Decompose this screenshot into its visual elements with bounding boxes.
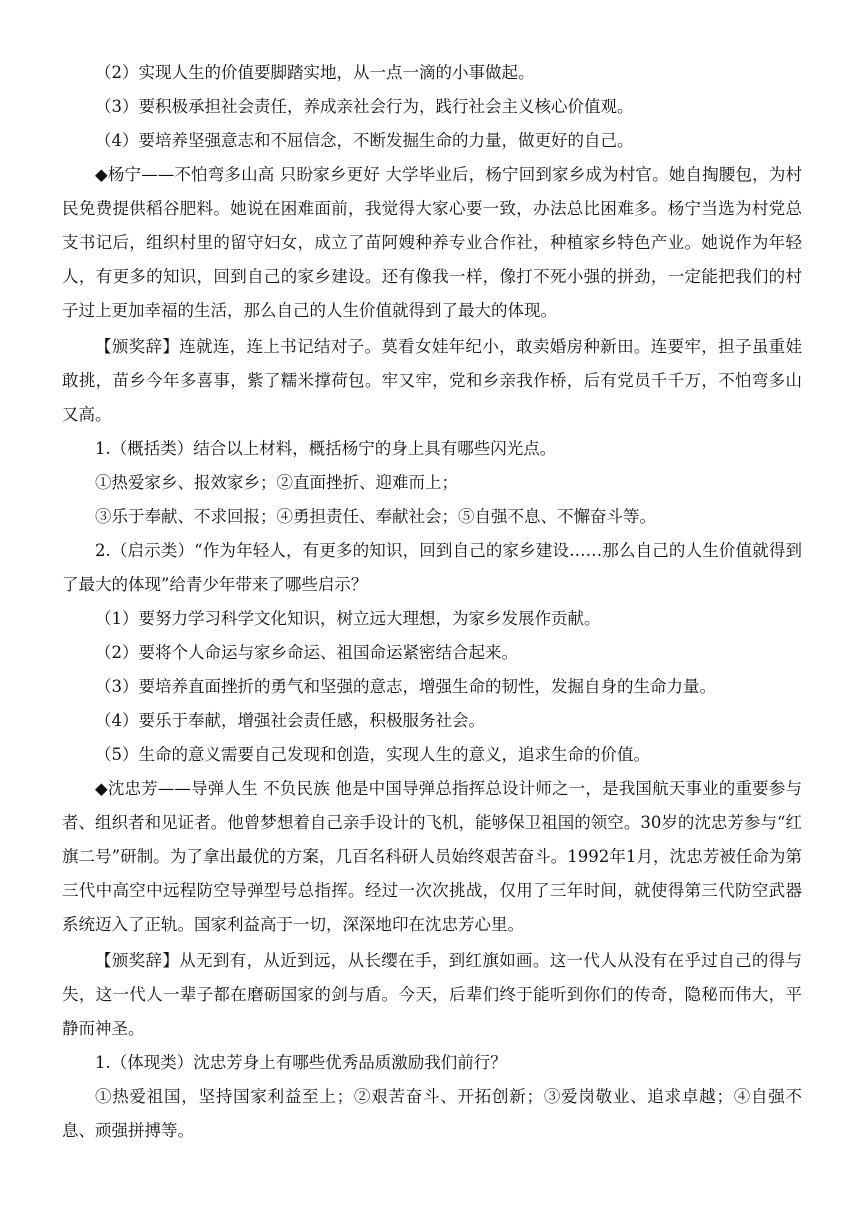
inspiration-point-4: （4）要乐于奉献，增强社会责任感，积极服务社会。 bbox=[95, 711, 485, 730]
answer-line-1: ①热爱家乡、报效家乡；②直面挫折、迎难而上； bbox=[95, 473, 458, 492]
paragraph-shenzhongfang-award: 【颁奖辞】从无到有，从近到远，从长缨在手，到红旗如画。这一代人从没有在乎过自己的得与失，这一代人一辈子都在磨砺国家的剑与盾。今天，后辈们终于能听到你们的传奇，隐秘而伟大，平静而神圣。 bbox=[62, 951, 802, 1038]
question-qualities: 1.（体现类）沈忠芳身上有哪些优秀品质激励我们前行？ bbox=[95, 1053, 507, 1072]
paragraph-yangning-award: 【颁奖辞】连就连，连上书记结对子。莫看女娃年纪小，敢卖婚房种新田。连要牢，担子虽重娃敢挑，苗乡今年多喜事，紫了糯米撑荷包。牢又牢，党和乡亲我作桥，后有党员千千万，不怕弯多山又高。 bbox=[62, 337, 802, 424]
question-summary-yangning: 1.（概括类）结合以上材料，概括杨宁的身上具有哪些闪光点。 bbox=[95, 439, 557, 458]
paragraph-shenzhongfang-story: ◆沈忠芳——导弹人生 不负民族 他是中国导弹总指挥总设计师之一，是我国航天事业的重要参与者、组织者和见证者。他曾梦想着自己亲手设计的飞机，能够保卫祖国的领空。30岁的沈忠芳参与“红旗二号”研制。为了拿出最优的方案，几百名科研人员始终艰苦奋斗。1992年1月，沈忠芳被任命为第三代中高空中远程防空导弹型号总指挥。经过一次次挑战，仅用了三年时间，就使得第三代防空武器系统迈入了正轨。国家利益高于一切，深深地印在沈忠芳心里。 bbox=[62, 779, 802, 934]
inspiration-point-3: （3）要培养直面挫折的勇气和坚强的意志，增强生命的韧性，发掘自身的生命力量。 bbox=[95, 677, 716, 696]
paragraph-point-3: （3）要积极承担社会责任，养成亲社会行为，践行社会主义核心价值观。 bbox=[95, 97, 634, 116]
inspiration-point-5: （5）生命的意义需要自己发现和创造，实现人生的意义，追求生命的价值。 bbox=[95, 745, 650, 764]
paragraph-yangning-story: ◆杨宁——不怕弯多山高 只盼家乡更好 大学毕业后，杨宁回到家乡成为村官。她自掏腰包，为村民免费提供稻谷肥料。她说在困难面前，我觉得大家心要一致，办法总比困难多。杨宁当选为村党总支书记后，组织村里的留守妇女，成立了苗阿嫂种养专业合作社，种植家乡特色产业。她说作为年轻人，有更多的知识，回到自己的家乡建设。还有像我一样，像打不死小强的拼劲，一定能把我们的村子过上更加幸福的生活，那么自己的人生价值就得到了最大的体现。 bbox=[62, 165, 802, 320]
answer-line-2: ③乐于奉献、不求回报；④勇担责任、奉献社会；⑤自强不息、不懈奋斗等。 bbox=[95, 507, 656, 526]
answer-qualities: ①热爱祖国，坚持国家利益至上；②艰苦奋斗、开拓创新；③爱岗敬业、追求卓越；④自强不息、顽强拼搏等。 bbox=[62, 1087, 802, 1140]
inspiration-point-1: （1）要努力学习科学文化知识，树立远大理想，为家乡发展作贡献。 bbox=[95, 609, 601, 628]
paragraph-point-4: （4）要培养坚强意志和不屈信念，不断发掘生命的力量，做更好的自己。 bbox=[95, 131, 634, 150]
inspiration-point-2: （2）要将个人命运与家乡命运、祖国命运紧密结合起来。 bbox=[95, 643, 518, 662]
question-inspiration: 2.（启示类）“作为年轻人，有更多的知识，回到自己的家乡建设……那么自己的人生价值就得到了最大的体现”给青少年带来了哪些启示？ bbox=[62, 541, 802, 594]
paragraph-point-2: （2）实现人生的价值要脚踏实地，从一点一滴的小事做起。 bbox=[95, 63, 535, 82]
